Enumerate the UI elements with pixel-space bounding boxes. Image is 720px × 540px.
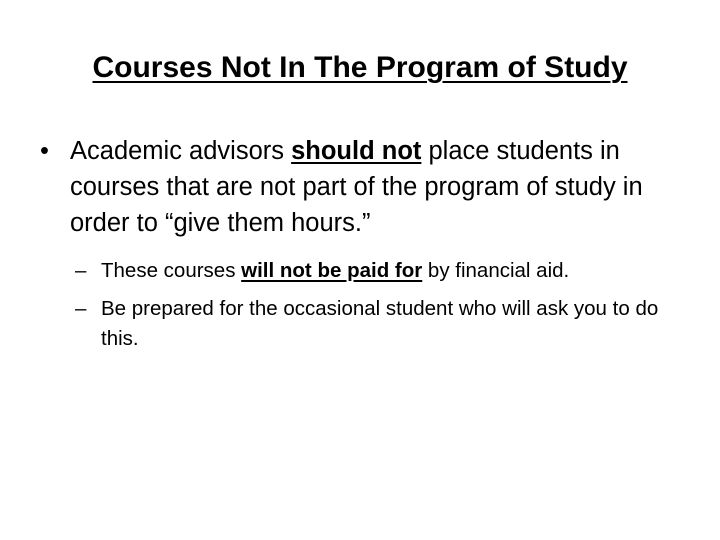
sub-bullet-marker: –	[75, 259, 87, 282]
sub-bullet-text-before: These courses	[101, 259, 242, 282]
sub-bullet-marker: –	[75, 297, 87, 320]
sub-bullet-be-prepared	[75, 294, 685, 354]
main-bullet-text-before: Academic advisors	[70, 137, 292, 165]
sub-bullet-emphasis: will not be paid for	[241, 259, 423, 282]
main-bullet	[40, 133, 680, 241]
sub-bullet-text-after: by financial aid.	[422, 259, 570, 282]
main-bullet-text-after: place students in courses that are not part of the program of study in order to “give them hours.”	[70, 137, 643, 237]
slide-title-text: Courses Not In The Program of Study	[92, 51, 628, 84]
sub-bullet-text: Be prepared for the occasional student who will ask you to do this.	[101, 297, 659, 350]
sub-bullet-financial-aid	[75, 256, 685, 286]
main-bullet-emphasis: should not	[291, 137, 422, 165]
bullet-marker: •	[40, 137, 49, 165]
main-bullet-text	[70, 133, 680, 241]
sub-bullet-text	[101, 256, 685, 286]
slide-title	[0, 48, 720, 88]
